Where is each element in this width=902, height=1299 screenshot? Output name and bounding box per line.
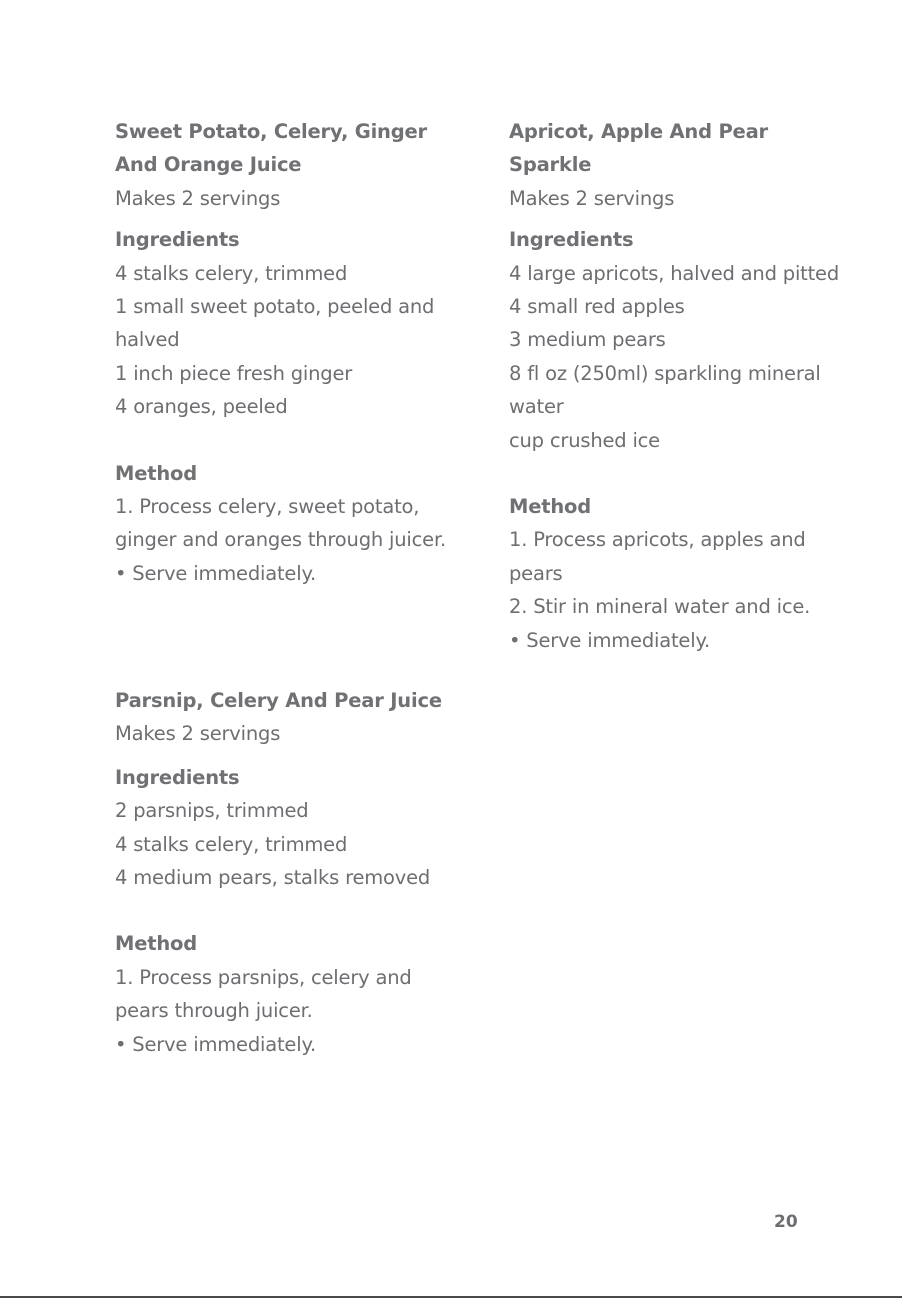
ingredient-item: 4 stalks celery, trimmed (115, 261, 348, 285)
servings: Makes 2 servings (115, 722, 281, 746)
recipe-title-line: Parsnip, Celery And Pear Juice (115, 689, 442, 712)
ingredients-list (509, 257, 839, 457)
method-list (115, 490, 475, 590)
bottom-divider (0, 1296, 902, 1298)
ingredients-list (115, 794, 475, 894)
servings: Makes 2 servings (509, 186, 675, 210)
ingredient-item: water (509, 395, 564, 419)
ingredients-heading: Ingredients (115, 228, 240, 252)
recipe-title-line: Apricot, Apple And Pear (509, 120, 768, 143)
method-step: 2. Stir in mineral water and ice. (509, 595, 811, 619)
page-number: 20 (774, 1212, 798, 1232)
ingredient-item: 4 medium pears, stalks removed (115, 866, 431, 890)
method-step: pears through juicer. (115, 999, 313, 1023)
method-step: pears (509, 561, 563, 585)
recipe-title (115, 684, 475, 717)
ingredient-item: 4 stalks celery, trimmed (115, 832, 348, 856)
ingredient-item: 1 inch piece fresh ginger (115, 361, 353, 385)
method-list (509, 523, 839, 657)
ingredient-item: 4 large apricots, halved and pitted (509, 261, 840, 285)
method-step: 1. Process celery, sweet potato, (115, 495, 420, 519)
method-step: • Serve immediately. (115, 1032, 316, 1056)
method-step: 1. Process apricots, apples and (509, 528, 806, 552)
ingredients-list (115, 257, 475, 424)
servings: Makes 2 servings (115, 186, 281, 210)
recipe-title (509, 115, 839, 182)
ingredient-item: cup crushed ice (509, 428, 660, 452)
method-step: • Serve immediately. (509, 628, 710, 652)
recipe-title (115, 115, 475, 182)
ingredient-item: 1 small sweet potato, peeled and (115, 295, 435, 319)
recipe-sweet-potato (115, 115, 475, 590)
method-heading: Method (115, 932, 197, 956)
ingredients-heading: Ingredients (509, 228, 634, 252)
method-step: ginger and oranges through juicer. (115, 528, 446, 552)
method-heading: Method (115, 461, 197, 485)
spacer (509, 457, 839, 490)
method-step: • Serve immediately. (115, 561, 316, 585)
ingredient-item: 2 parsnips, trimmed (115, 799, 309, 823)
ingredient-item: 8 fl oz (250ml) sparkling mineral (509, 361, 821, 385)
recipe-apricot (509, 115, 839, 657)
ingredient-item: 3 medium pears (509, 328, 666, 352)
ingredient-item: halved (115, 328, 180, 352)
ingredient-item: 4 small red apples (509, 295, 685, 319)
recipe-title-line: Sparkle (509, 153, 592, 177)
ingredients-heading: Ingredients (115, 765, 240, 789)
method-heading: Method (509, 495, 591, 519)
spacer (115, 894, 475, 927)
method-list (115, 961, 475, 1061)
recipe-parsnip (115, 684, 475, 1061)
recipe-title-line: And Orange Juice (115, 153, 302, 177)
ingredient-item: 4 oranges, peeled (115, 395, 288, 419)
method-step: 1. Process parsnips, celery and (115, 965, 412, 989)
spacer (115, 424, 475, 457)
recipe-title-line: Sweet Potato, Celery, Ginger (115, 120, 427, 143)
